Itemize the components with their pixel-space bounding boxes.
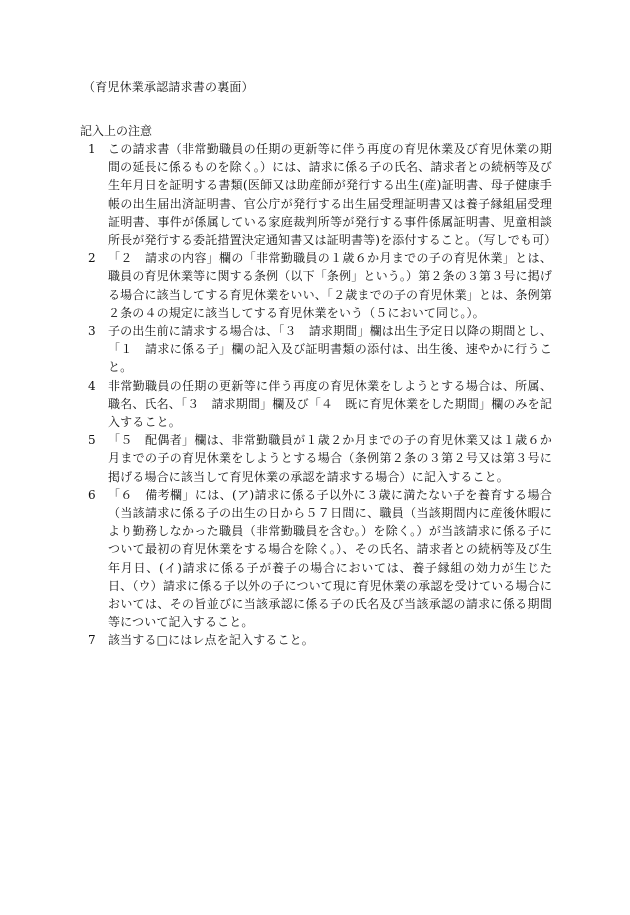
note-number: 6: [88, 487, 96, 502]
note-item: [88, 377, 552, 432]
note-text: 「２ 請求の内容」欄の「非常勤職員の１歳６か月までの子の育児休業」とは、職員の育児休業等に関する条例（以下「条例」という。）第２条の３第３号に掲げる場合に該当してする育児休業をいい、「２歳までの子の育児休業」とは、条例第２条の４の規定に該当してする育児休業をいう（５において同じ。）。: [108, 251, 552, 320]
note-item: [88, 631, 552, 649]
note-number: 3: [88, 324, 96, 339]
note-text: 「６ 備考欄」には、(ア)請求に係る子以外に３歳に満たない子を養育する場合（当該請求に係る子の出生の日から５７日間に、職員（当該期間内に産後休暇により勤務しなかった職員（非常勤職員を含む。）を除く。）が当該請求に係る子について最初の育児休業をする場合を除く。）、その氏名、請求者との続柄等及び生年月日、(イ)請求に係る子が養子の場合においては、養子縁組の効力が生じた日、（ウ）請求に係る子以外の子について現に育児休業の承認を受けている場合においては、その旨並びに当該承認に係る子の氏名及び当該承認の請求に係る期間等について記入すること。: [108, 487, 552, 630]
note-item: [88, 249, 552, 322]
note-text: この請求書（非常勤職員の任期の更新等に伴う再度の育児休業及び育児休業の期間の延長に係るものを除く。）には、請求に係る子の氏名、請求者との続柄等及び生年月日を証明する書類(医師又は助産師が発行する出生(産)証明書、母子健康手帳の出生届出済証明書、官公庁が発行する出生届受理証明書又は養子縁組届受理証明書、事件が係属している家庭裁判所等が発行する事件係属証明書、児童相談所長が発行する委託措置決定通知書又は証明書等)を添付すること。（写しでも可）: [108, 142, 557, 248]
document-title: （育児休業承認請求書の裏面）: [83, 80, 254, 94]
section-heading: 記入上の注意: [80, 124, 153, 138]
note-item: [88, 431, 552, 486]
note-item: [88, 322, 552, 377]
note-text: 非常勤職員の任期の更新等に伴う再度の育児休業をしようとする場合は、所属、職名、氏名、「３ 請求期間」欄及び「４ 既に育児休業をした期間」欄のみを記入すること。: [108, 378, 552, 430]
note-text: 「５ 配偶者」欄は、非常勤職員が１歳２か月までの子の育児休業又は１歳６か月までの子の育児休業をしようとする場合（条例第２条の３第２号又は第３号に掲げる場合に該当して育児休業の承認を請求する場合）に記入すること。: [108, 433, 552, 484]
note-number: 2: [88, 251, 96, 266]
note-number: 7: [88, 633, 96, 648]
note-number: 4: [88, 378, 96, 393]
note-text: 子の出生前に請求する場合は、「３ 請求期間」欄は出生予定日以降の期間とし、「１ 請求に係る子」欄の記入及び証明書類の添付は、出生後、速やかに行うこと。: [108, 324, 552, 375]
note-text: 該当する□にはレ点を記入すること。: [108, 633, 314, 648]
note-number: 5: [88, 433, 96, 448]
note-number: 1: [88, 142, 96, 156]
notes-list: [88, 140, 557, 650]
note-item: [88, 140, 557, 249]
note-item: [88, 486, 552, 632]
